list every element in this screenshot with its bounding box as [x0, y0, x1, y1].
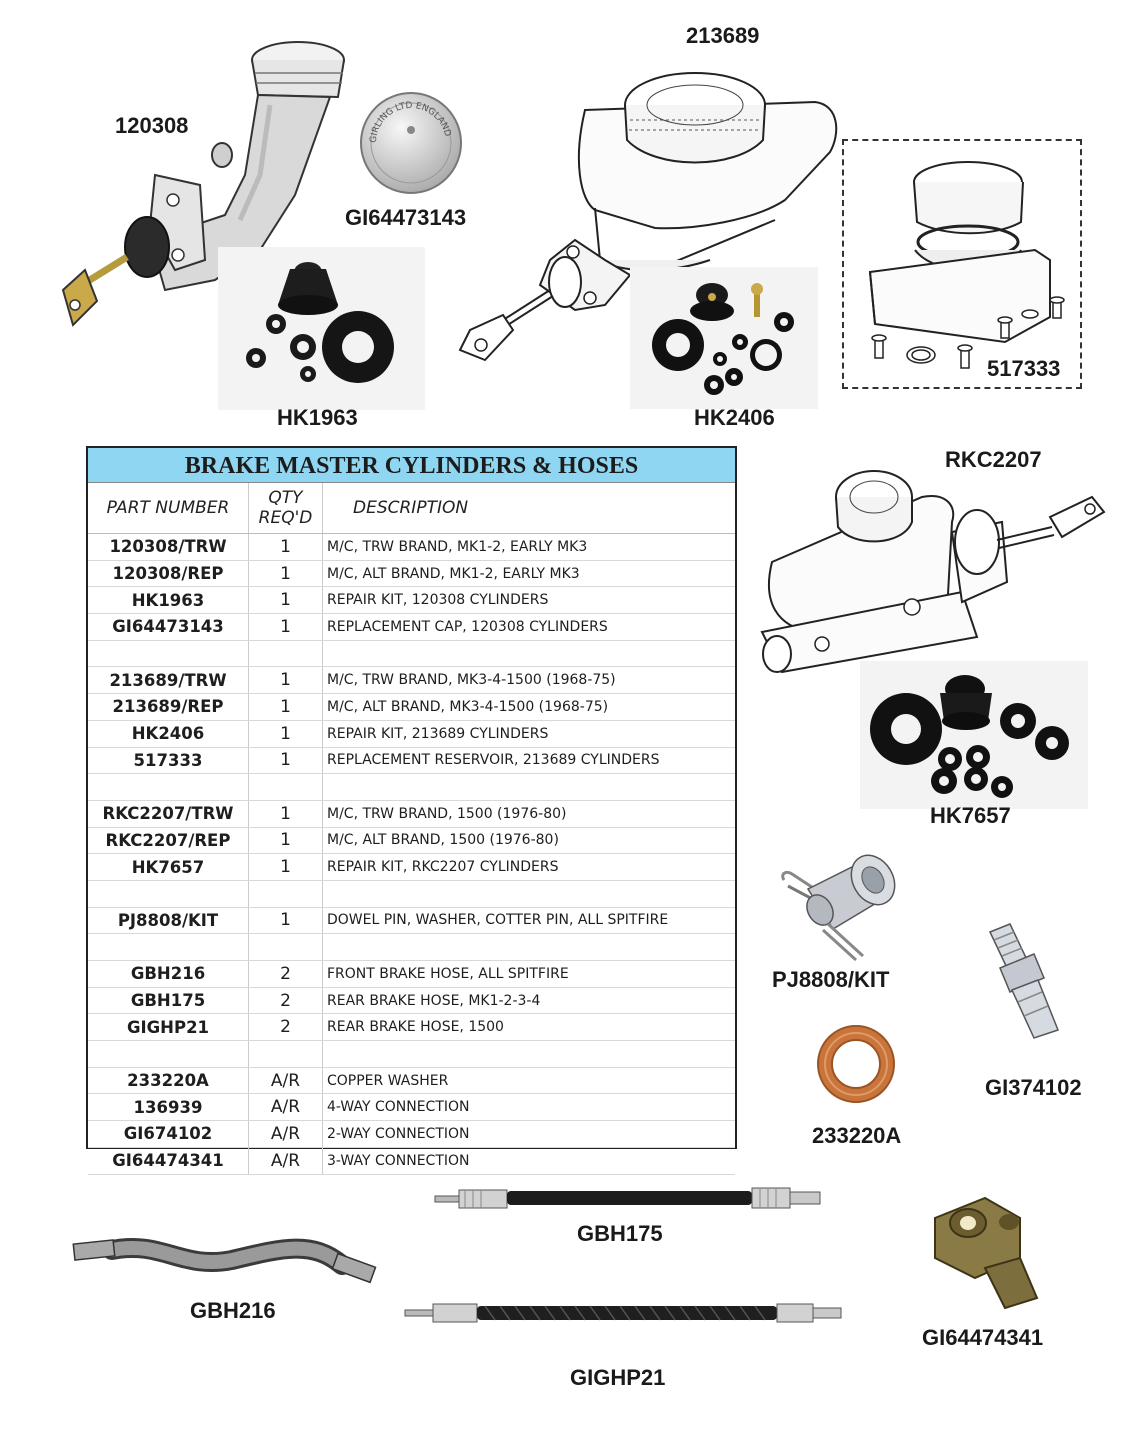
table-row	[88, 774, 735, 801]
table-title: BRAKE MASTER CYLINDERS & HOSES	[88, 448, 735, 483]
row-description	[323, 1041, 735, 1067]
row-part-number: 213689/TRW	[88, 667, 249, 693]
row-qty: 1	[249, 748, 323, 774]
table-row	[88, 1014, 735, 1041]
replacement-cap-gi64473143-image	[356, 88, 466, 198]
header-qty-line1: QTY	[268, 488, 303, 508]
row-qty: A/R	[249, 1068, 323, 1094]
svg-text:GIRLING LTD ENGLAND: GIRLING LTD ENGLAND	[368, 100, 453, 144]
row-qty: 1	[249, 908, 323, 934]
table-row	[88, 534, 735, 561]
row-qty: 1	[249, 667, 323, 693]
row-description: REAR BRAKE HOSE, 1500	[327, 1019, 504, 1036]
table-row	[88, 801, 735, 828]
row-description: REPAIR KIT, 213689 CYLINDERS	[327, 725, 549, 742]
table-row	[88, 1041, 735, 1068]
label-120308: 120308	[115, 113, 189, 138]
row-part-number: 233220A	[88, 1068, 249, 1094]
row-description: DOWEL PIN, WASHER, COTTER PIN, ALL SPITFIRE	[327, 912, 669, 929]
label-gbh216: GBH216	[190, 1298, 276, 1323]
row-description: COPPER WASHER	[327, 1072, 449, 1089]
row-part-number: RKC2207/REP	[88, 828, 249, 854]
row-qty: 1	[249, 854, 323, 880]
table-row	[88, 1148, 735, 1175]
row-description: M/C, ALT BRAND, MK3-4-1500 (1968-75)	[327, 698, 609, 715]
label-213689: 213689	[686, 23, 760, 48]
row-part-number: HK7657	[88, 854, 249, 880]
row-description: FRONT BRAKE HOSE, ALL SPITFIRE	[327, 965, 569, 982]
row-part-number: GIGHP21	[88, 1014, 249, 1040]
row-description	[323, 934, 735, 960]
repair-kit-hk2406-image	[630, 267, 818, 409]
table-row	[88, 667, 735, 694]
three-way-connector-gi64474341-image	[925, 1188, 1045, 1313]
table-row	[88, 934, 735, 961]
row-description: M/C, TRW BRAND, MK3-4-1500 (1968-75)	[327, 672, 616, 689]
table-row	[88, 694, 735, 721]
row-part-number: GBH216	[88, 961, 249, 987]
row-qty	[249, 641, 323, 667]
row-description: 4-WAY CONNECTION	[327, 1099, 470, 1116]
table-row	[88, 561, 735, 588]
row-description	[323, 881, 735, 907]
table-row	[88, 988, 735, 1015]
table-row	[88, 961, 735, 988]
table-row	[88, 614, 735, 641]
table-row	[88, 587, 735, 614]
table-row	[88, 721, 735, 748]
parts-table	[86, 446, 737, 1171]
label-gighp21: GIGHP21	[570, 1365, 666, 1390]
row-part-number: HK2406	[88, 721, 249, 747]
row-qty	[249, 1041, 323, 1067]
table-row	[88, 854, 735, 881]
row-qty: 2	[249, 988, 323, 1014]
row-description: M/C, ALT BRAND, MK1-2, EARLY MK3	[327, 565, 580, 582]
row-description: M/C, TRW BRAND, 1500 (1976-80)	[327, 805, 567, 822]
row-description: REPAIR KIT, RKC2207 CYLINDERS	[327, 859, 559, 876]
brake-hose-gighp21-image	[405, 1298, 845, 1330]
row-part-number: 120308/REP	[88, 561, 249, 587]
row-part-number: GI674102	[88, 1121, 249, 1147]
label-517333: 517333	[987, 356, 1061, 381]
row-part-number	[88, 1041, 249, 1067]
row-part-number: 517333	[88, 748, 249, 774]
table-row	[88, 748, 735, 775]
row-qty: A/R	[249, 1148, 323, 1174]
row-description: M/C, TRW BRAND, MK1-2, EARLY MK3	[327, 538, 588, 555]
row-qty	[249, 774, 323, 800]
header-qty-line2: REQ'D	[258, 508, 313, 528]
row-qty: 1	[249, 694, 323, 720]
row-qty: 1	[249, 801, 323, 827]
row-qty	[249, 881, 323, 907]
repair-kit-hk7657-image	[860, 661, 1088, 809]
row-part-number: GI64474341	[88, 1148, 249, 1174]
row-qty: 2	[249, 961, 323, 987]
label-hk2406: HK2406	[694, 405, 775, 430]
master-cylinder-rkc2207-image	[752, 462, 1112, 682]
row-description	[323, 774, 735, 800]
row-qty: 1	[249, 721, 323, 747]
row-qty: 2	[249, 1014, 323, 1040]
label-233220a: 233220A	[812, 1123, 902, 1148]
row-qty: 1	[249, 614, 323, 640]
row-part-number: GI64473143	[88, 614, 249, 640]
brake-hose-gbh216-image	[72, 1220, 382, 1290]
row-part-number	[88, 934, 249, 960]
row-description: 2-WAY CONNECTION	[327, 1125, 470, 1142]
table-row	[88, 1068, 735, 1095]
header-qty-required	[249, 483, 323, 533]
reservoir-517333-image	[845, 142, 1080, 387]
two-way-connector-gi374102-image	[978, 922, 1063, 1042]
repair-kit-hk1963-image	[218, 247, 425, 410]
label-rkc2207: RKC2207	[945, 447, 1042, 472]
row-description	[323, 641, 735, 667]
row-part-number: 213689/REP	[88, 694, 249, 720]
table-row	[88, 828, 735, 855]
label-hk1963: HK1963	[277, 405, 358, 430]
row-qty: A/R	[249, 1121, 323, 1147]
row-part-number: 136939	[88, 1094, 249, 1120]
table-header-row	[88, 483, 735, 534]
row-description: M/C, ALT BRAND, 1500 (1976-80)	[327, 832, 559, 849]
label-gi374102: GI374102	[985, 1075, 1082, 1100]
row-description: REPLACEMENT CAP, 120308 CYLINDERS	[327, 618, 608, 635]
table-row	[88, 881, 735, 908]
label-pj8808-kit: PJ8808/KIT	[772, 967, 890, 992]
row-description: 3-WAY CONNECTION	[327, 1152, 470, 1169]
row-description: REAR BRAKE HOSE, MK1-2-3-4	[327, 992, 541, 1009]
label-gbh175: GBH175	[577, 1221, 663, 1246]
row-qty: 1	[249, 561, 323, 587]
copper-washer-233220a-image	[814, 1022, 898, 1106]
row-part-number: PJ8808/KIT	[88, 908, 249, 934]
row-qty: 1	[249, 534, 323, 560]
table-row	[88, 641, 735, 668]
row-qty	[249, 934, 323, 960]
table-row	[88, 1121, 735, 1148]
label-gi64474341: GI64474341	[922, 1325, 1044, 1350]
row-qty: 1	[249, 828, 323, 854]
row-part-number: 120308/TRW	[88, 534, 249, 560]
table-row	[88, 1094, 735, 1121]
row-part-number: HK1963	[88, 587, 249, 613]
header-part-number: PART NUMBER	[88, 483, 249, 533]
table-row	[88, 908, 735, 935]
row-qty: A/R	[249, 1094, 323, 1120]
row-part-number: GBH175	[88, 988, 249, 1014]
row-description: REPLACEMENT RESERVOIR, 213689 CYLINDERS	[327, 752, 660, 769]
brake-hose-gbh175-image	[435, 1180, 825, 1220]
row-qty: 1	[249, 587, 323, 613]
header-description: DESCRIPTION	[353, 498, 469, 518]
dowel-pin-kit-pj8808-image	[778, 844, 903, 969]
row-part-number	[88, 641, 249, 667]
row-description: REPAIR KIT, 120308 CYLINDERS	[327, 592, 549, 609]
row-part-number: RKC2207/TRW	[88, 801, 249, 827]
row-part-number	[88, 881, 249, 907]
table-body	[88, 534, 735, 1175]
row-part-number	[88, 774, 249, 800]
label-hk7657: HK7657	[930, 803, 1011, 828]
label-gi64473143: GI64473143	[345, 205, 467, 230]
